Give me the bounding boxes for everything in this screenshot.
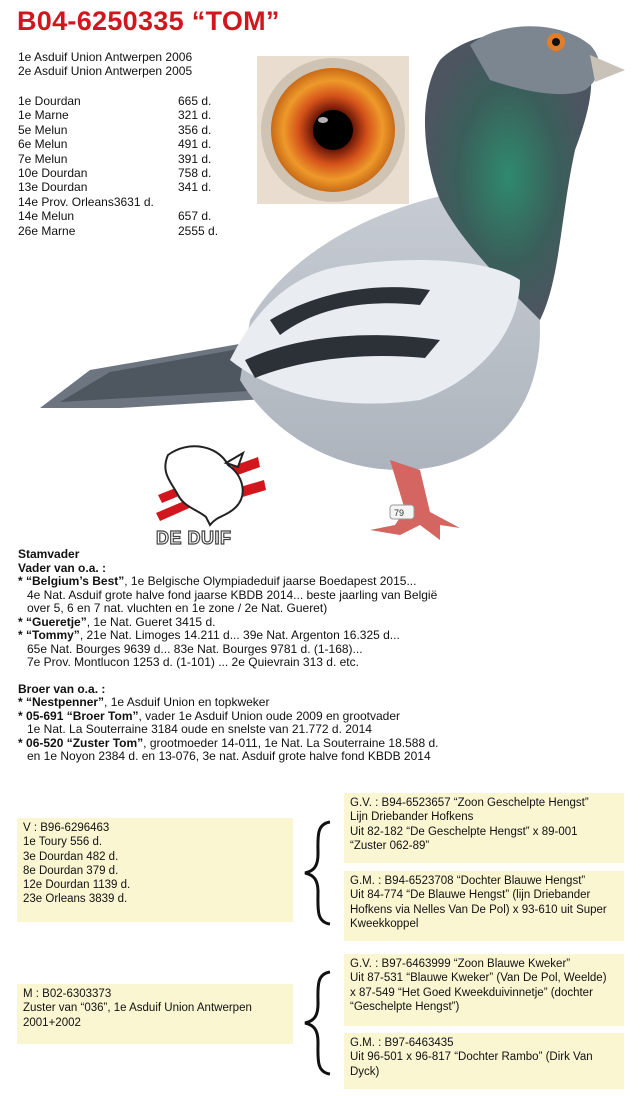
result-count: 2555 d.: [178, 223, 219, 238]
offspring-entry: * “Belgium’s Best”, 1e Belgische Olympiadeduif jaarse Boedapest 2015...: [18, 574, 417, 588]
result-count: 665 d.: [178, 94, 212, 108]
stamvader-section: Stamvader Vader van o.a. : * “Belgium’s Best”, 1e Belgische Olympiadeduif jaarse Boedapest 2015... 4e Nat. Asduif grote halve fond jaarse KBDB 2014... beste jaarling van België over 5, 6 en 7 nat. vluchten en 1e zone / 2e Nat. Gueret) * “Gueretje”, 1e Nat. Gueret 3415 d. * “Tommy”, 21e Nat. Limoges 14.211 d... 39e Nat. Argenton 16.325 d... 65e Nat. Bourges 9639 d... 83e Nat. Bourges 9781 d. (1-168)... 7e Prov. Montlucon 1253 d. (1-101) ... 2e Quievrain 313 d. etc. Broer van o.a. : * “Nestpenner”, 1e Asduif Union en topkweker * 05-691 “Broer Tom”, vader 1e Asduif Union oude 2009 en grootvader 1e Nat. La Souterraine 3184 oude en snelste van 21.772 d. 2014 * 06-520 “Zuster Tom”, grootmoeder 14-011, 1e Nat. La Souterraine 18.588 d. en 1e Noyon 2384 d. en 13-076, 3e nat. Asduif grote halve fond KBDB 2014: [18, 548, 618, 764]
ring-number: 79: [394, 508, 405, 518]
pigeon-feet: [370, 460, 460, 540]
brace-father: [300, 818, 336, 928]
result-place: 10e Dourdan: [18, 166, 88, 181]
award-item: 2e Asduif Union Antwerpen 2005: [18, 64, 193, 79]
result-place: 26e Marne: [18, 223, 76, 238]
sibling-entry: * 06-520 “Zuster Tom”, grootmoeder 14-011, 1e Nat. La Souterraine 18.588 d.: [18, 735, 439, 750]
pedigree-father: V : B96-6296463 1e Toury 556 d. 3e Dourdan 482 d. 8e Dourdan 379 d. 12e Dourdan 1139 d. 23e Orleans 3839 d.: [17, 818, 293, 922]
result-place: 14e Melun: [18, 209, 75, 224]
result-place: 7e Melun: [18, 151, 68, 166]
result-place: 1e Marne: [18, 108, 69, 123]
pedigree-grandfather-maternal: G.V. : B97-6463999 “Zoon Blauwe Kweker” Uit 87-531 “Blauwe Kweker” (Van De Pol, Weelde) x 87-549 “Het Goed Kweekduivinnetje” (dochter “Geschelpte Hengst”): [344, 954, 624, 1026]
result-count: 391 d.: [178, 151, 212, 166]
result-count: 491 d.: [178, 137, 212, 152]
offspring-entry: * “Tommy”, 21e Nat. Limoges 14.211 d... 39e Nat. Argenton 16.325 d...: [18, 628, 400, 642]
sibling-entry: * 05-691 “Broer Tom”, vader 1e Asduif Union oude 2009 en grootvader: [18, 708, 401, 723]
offspring-entry: * “Gueretje”, 1e Nat. Gueret 3415 d.: [18, 614, 216, 629]
result-count: 356 d.: [178, 122, 212, 137]
eye-closeup: [257, 56, 409, 204]
eye-icon: [257, 56, 409, 204]
pedigree-mother: M : B02-6303373 Zuster van “036”, 1e Asduif Union Antwerpen 2001+2002: [17, 984, 293, 1044]
result-place: 14e Prov. Orleans: [18, 194, 114, 209]
result-place: 5e Melun: [18, 122, 68, 137]
brace-mother: [300, 968, 336, 1078]
result-place: 6e Melun: [18, 137, 68, 152]
result-count: 3631 d.: [113, 194, 154, 209]
vader-heading: Vader van o.a. :: [18, 560, 107, 575]
sibling-entry: * “Nestpenner”, 1e Asduif Union en topkweker: [18, 695, 270, 709]
result-place: 1e Dourdan: [18, 94, 81, 108]
award-item: 1e Asduif Union Antwerpen 2006: [18, 50, 193, 64]
pedigree-grandfather-paternal: G.V. : B94-6523657 “Zoon Geschelpte Hengst” Lijn Driebander Hofkens Uit 82-182 “De Geschelpte Hengst” x 89-001 “Zuster 062-89”: [344, 793, 624, 863]
page-title: B04-6250335 “TOM”: [17, 6, 280, 36]
stamvader-heading: Stamvader: [18, 547, 80, 561]
broer-heading: Broer van o.a. :: [18, 681, 106, 696]
pedigree-grandmother-paternal: G.M. : B94-6523708 “Dochter Blauwe Hengst” Uit 84-774 “De Blauwe Hengst” (lijn Driebander Hofkens via Nelles Van De Pol) x 93-610 uit Super Kweekkoppel: [344, 871, 624, 941]
pedigree-grandmother-maternal: G.M. : B97-6463435 Uit 96-501 x 96-817 “Dochter Rambo” (Dirk Van Dyck): [344, 1033, 624, 1089]
beak: [590, 55, 625, 82]
result-count: 341 d.: [178, 180, 212, 195]
logo-text: DE DUIF: [156, 528, 232, 548]
result-count: 657 d.: [178, 209, 212, 224]
result-place: 13e Dourdan: [18, 180, 88, 195]
result-count: 758 d.: [178, 166, 212, 181]
result-count: 321 d.: [178, 108, 212, 123]
